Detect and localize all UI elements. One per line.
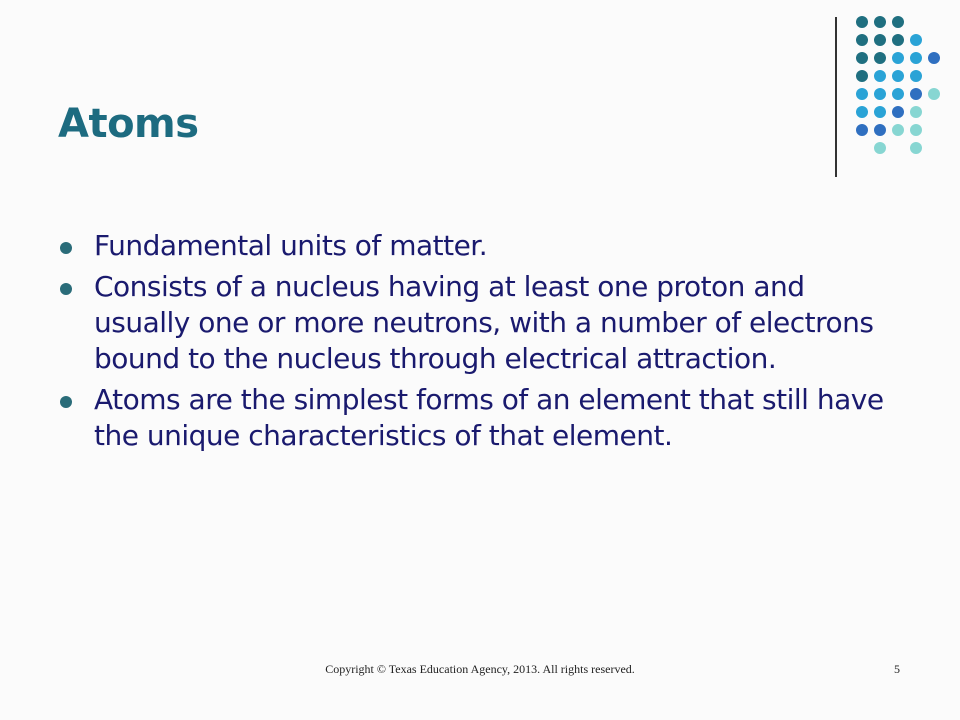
bullet-item <box>60 382 900 454</box>
decorative-dot <box>910 52 922 64</box>
decorative-dot <box>910 106 922 118</box>
decorative-dot <box>874 124 886 136</box>
decorative-dot <box>892 106 904 118</box>
decorative-dot <box>910 124 922 136</box>
decorative-dot <box>910 142 922 154</box>
decorative-dot <box>856 34 868 46</box>
bullet-dot-icon <box>60 396 72 408</box>
decorative-dot <box>892 70 904 82</box>
decorative-dot <box>874 142 886 154</box>
bullet-dot-icon <box>60 242 72 254</box>
decorative-dot <box>856 124 868 136</box>
bullet-item <box>60 228 900 264</box>
decorative-dot <box>874 52 886 64</box>
decorative-dot <box>856 70 868 82</box>
decorative-dot <box>928 52 940 64</box>
decorative-dot <box>874 88 886 100</box>
decorative-dot <box>892 52 904 64</box>
decorative-dot <box>910 34 922 46</box>
bullet-text: Atoms are the simplest forms of an element that still have the unique characteristics of that element. <box>94 383 884 452</box>
bullet-item <box>60 269 900 377</box>
bullet-list <box>60 228 900 459</box>
bullet-text: Fundamental units of matter. <box>94 229 488 262</box>
decorative-dot <box>928 88 940 100</box>
decorative-dot <box>892 88 904 100</box>
decorative-dot <box>856 106 868 118</box>
decorative-dot <box>892 124 904 136</box>
decorative-dot <box>874 70 886 82</box>
divider-line <box>835 17 837 177</box>
bullet-dot-icon <box>60 283 72 295</box>
decorative-dot <box>856 16 868 28</box>
decorative-dot <box>910 88 922 100</box>
decorative-dot <box>874 34 886 46</box>
page-number: 5 <box>894 662 900 676</box>
slide-title: Atoms <box>58 101 199 147</box>
decorative-dot <box>874 16 886 28</box>
decorative-dot <box>856 88 868 100</box>
decorative-dot <box>910 70 922 82</box>
copyright-footer: Copyright © Texas Education Agency, 2013. All rights reserved. <box>325 662 635 676</box>
decorative-dot <box>874 106 886 118</box>
decorative-dot <box>856 52 868 64</box>
decorative-dot <box>892 34 904 46</box>
decorative-dot <box>892 16 904 28</box>
bullet-text: Consists of a nucleus having at least one proton and usually one or more neutrons, with a number of electrons bound to the nucleus through electrical attraction. <box>94 270 874 375</box>
